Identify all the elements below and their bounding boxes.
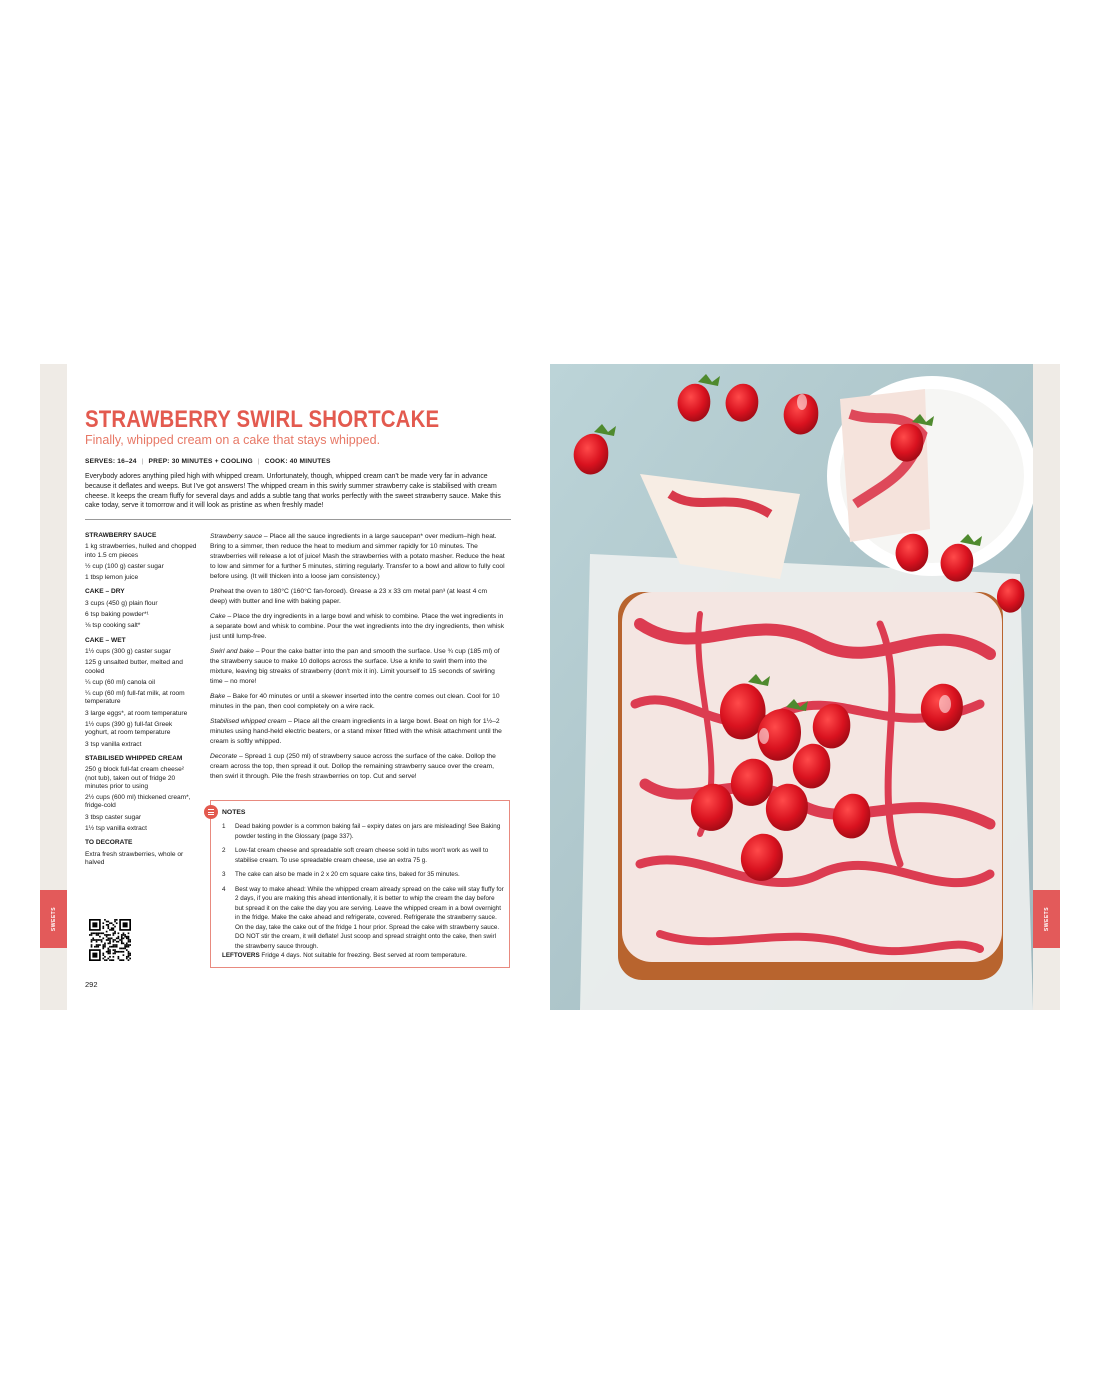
leftovers-text: Fridge 4 days. Not suitable for freezing. Best served at room temperature. [259,952,467,959]
note-number: 3 [222,871,226,878]
method-column [210,532,506,787]
ingredient-item: ½ cup (100 g) caster sugar [85,562,164,570]
qr-code[interactable] [89,919,131,961]
cook-time: COOK: 40 MINUTES [264,458,331,465]
ingredient-item: 250 g block full-fat cream cheese² (not tub), taken out of fridge 20 minutes prior to using [85,766,184,790]
ingredient-item: 1½ tsp vanilla extract [85,825,147,833]
note-number: 4 [222,885,226,893]
ingredient-item: 1 tbsp lemon juice [85,574,139,582]
ingredient-item: 1 kg strawberries, hulled and chopped into 1.5 cm pieces [85,543,197,559]
ingredient-item: ¼ cup (60 ml) canola oil [85,678,156,686]
meta-separator: | [141,458,144,465]
note-number: 1 [222,823,226,830]
serves: SERVES: 16–24 [85,458,137,465]
leftovers-label: LEFTOVERS [222,952,260,959]
method-step [210,587,506,607]
recipe-intro: Everybody adores anything piled high with whipped cream. Unfortunately, though, whipped cream can't be made very far in advance because it deflates and weeps. But I've got answers! The whipped cream in this swirly summer strawberry cake is stabilised with cream cheese. It keeps the cream fluffy for several days and adds a subtle tang that works perfectly with the sweet strawberry sauce. Make this cake today, serve it tomorrow and it will look as pristine as when freshly made! [85,473,501,510]
ingredient-item: 3 cups (450 g) plain flour [85,599,158,607]
notes-heading: NOTES [222,809,246,816]
page-number: 292 [85,980,98,989]
method-step-label: Strawberry sauce [210,533,263,540]
method-step [210,612,506,642]
note-item [222,870,504,880]
ingredient-group-heading: CAKE – DRY [85,588,125,596]
meta-separator: | [257,458,260,465]
method-step-label: Cake [210,613,226,620]
method-step-label: Stabilised whipped cream [210,718,287,725]
method-step-text: – Place all the cream ingredients in a large bowl. Beat on high for 1½–2 minutes using hand-held electric beaters, or a stand mixer fitted with the whisk attachment until the cream is softly whipped. [210,718,502,745]
note-text: Dead baking powder is a common baking fail – expiry dates on jars are misleading! See Baking powder testing in the Glossary (page 337). [235,823,501,840]
ingredient-item: Extra fresh strawberries, whole or halved [85,850,184,866]
method-step-text: – Pour the cake batter into the pan and smooth the surface. Use ¾ cup (185 ml) of the strawberry sauce to make 10 dollops across the surface. Use a knife to swirl them into the mixture, leaving big streaks of strawberry (don't mix it in). Limit yourself to 15 seconds of swirling time – no more! [210,648,500,685]
ingredients-column [85,532,197,870]
note-item [222,885,504,952]
note-text: The cake can also be made in 2 x 20 cm square cake tins, baked for 35 minutes. [235,871,460,878]
section-tab-label: SWEETS [50,906,57,932]
notes-box [210,800,510,968]
method-step-text: – Place all the sauce ingredients in a large saucepan* over medium–high heat. Bring to a simmer, then reduce the heat to medium and simmer rapidly for 10 minutes. The strawberries will release a lot of juice! Mash the strawberries with a potato masher. Reduce the heat to low and simmer for a further 5 minutes, stirring regularly. Transfer to a bowl and allow to fully cool before using. (It will thicken into a loose jam consistency.) [210,533,505,580]
method-step-label: Decorate [210,753,238,760]
notes-icon [204,805,218,819]
section-tab-label: SWEETS [1043,906,1050,932]
ingredient-group-heading: TO DECORATE [85,839,133,847]
notes-list [222,822,504,956]
recipe-meta [85,458,331,465]
ingredient-item: ⅛ tsp cooking salt* [85,622,141,630]
prep-time: PREP: 30 MINUTES + COOLING [148,458,253,465]
section-tab-left [40,890,67,948]
method-step-text: – Bake for 40 minutes or until a skewer inserted into the centre comes out clean. Cool for 10 minutes in the pan, then cool completely on a wire rack. [210,693,500,710]
ingredient-group-heading: CAKE – WET [85,636,126,644]
divider [85,519,511,520]
ingredient-group-heading: STRAWBERRY SAUCE [85,532,157,539]
note-text: Best way to make ahead: While the whipped cream already spread on the cake will stay fluffy for 2 days, if you are making this ahead intentionally, it is better to whip the cream the day before but spread it on the cake the day you are serving. Leave the whipped cream in a bowl overnight in the fridge. Make the cake ahead and refrigerate, covered. Refrigerate the strawberry sauce. On the day, take the cake out of the fridge 1 hour prior. Spread the cake with strawberry sauce. DO NOT stir the cream, it will deflate! Just scoop and spread straight onto the cake, then swirl the strawberry sauce through. [235,885,504,950]
note-item [222,822,504,841]
recipe-page [40,364,550,1010]
book-spread [40,364,1060,1010]
method-step [210,752,506,782]
ingredient-item: 6 tsp baking powder*¹ [85,611,149,619]
ingredient-item: 2½ cups (600 ml) thickened cream*, fridge-cold [85,794,191,810]
ingredient-item: 125 g unsalted butter, melted and cooled [85,659,183,675]
method-step [210,717,506,747]
recipe-title: STRAWBERRY SWIRL SHORTCAKE [85,406,440,433]
ingredient-item: 3 large eggs*, at room temperature [85,709,188,717]
leftovers [222,952,467,959]
recipe-subtitle: Finally, whipped cream on a cake that stays whipped. [85,433,381,447]
method-step-text: – Place the dry ingredients in a large bowl and whisk to combine. Place the wet ingredients in a separate bowl and whisk to combine. Pour the wet ingredients into the dry ingredients, then whisk just until lump-free. [210,613,505,640]
section-tab-right [1033,890,1060,948]
cake-photo [550,364,1033,1010]
note-number: 2 [222,847,226,854]
method-step-label: Bake [210,693,226,700]
ingredient-item: ¼ cup (60 ml) full-fat milk, at room temperature [85,690,185,706]
method-step [210,647,506,687]
note-text: Low-fat cream cheese and spreadable soft cream cheese sold in tubs won't work as well to stabilise cream. To use spreadable cream cheese, use an extra 75 g. [235,847,489,864]
note-item [222,846,504,865]
method-step-text: Preheat the oven to 180°C (160°C fan-forced). Grease a 23 x 33 cm metal pan³ (at least 4 cm deep) with butter and line with baking paper. [210,588,488,605]
ingredient-item: 3 tsp vanilla extract [85,740,142,748]
method-step [210,532,506,582]
method-step-label: Swirl and bake [210,648,254,655]
ingredient-item: 3 tbsp caster sugar [85,813,142,821]
method-step-text: – Spread 1 cup (250 ml) of strawberry sauce across the surface of the cake. Dollop the cream across the top, then spread it out. Dollop the remaining strawberry sauce over the cream, then swirl it through. Pile the fresh strawberries on top. Cut and serve! [210,753,496,780]
ingredient-item: 1½ cups (390 g) full-fat Greek yoghurt, at room temperature [85,721,173,737]
ingredient-item: 1½ cups (300 g) caster sugar [85,647,171,655]
method-step [210,692,506,712]
ingredient-group-heading: STABILISED WHIPPED CREAM [85,754,183,762]
